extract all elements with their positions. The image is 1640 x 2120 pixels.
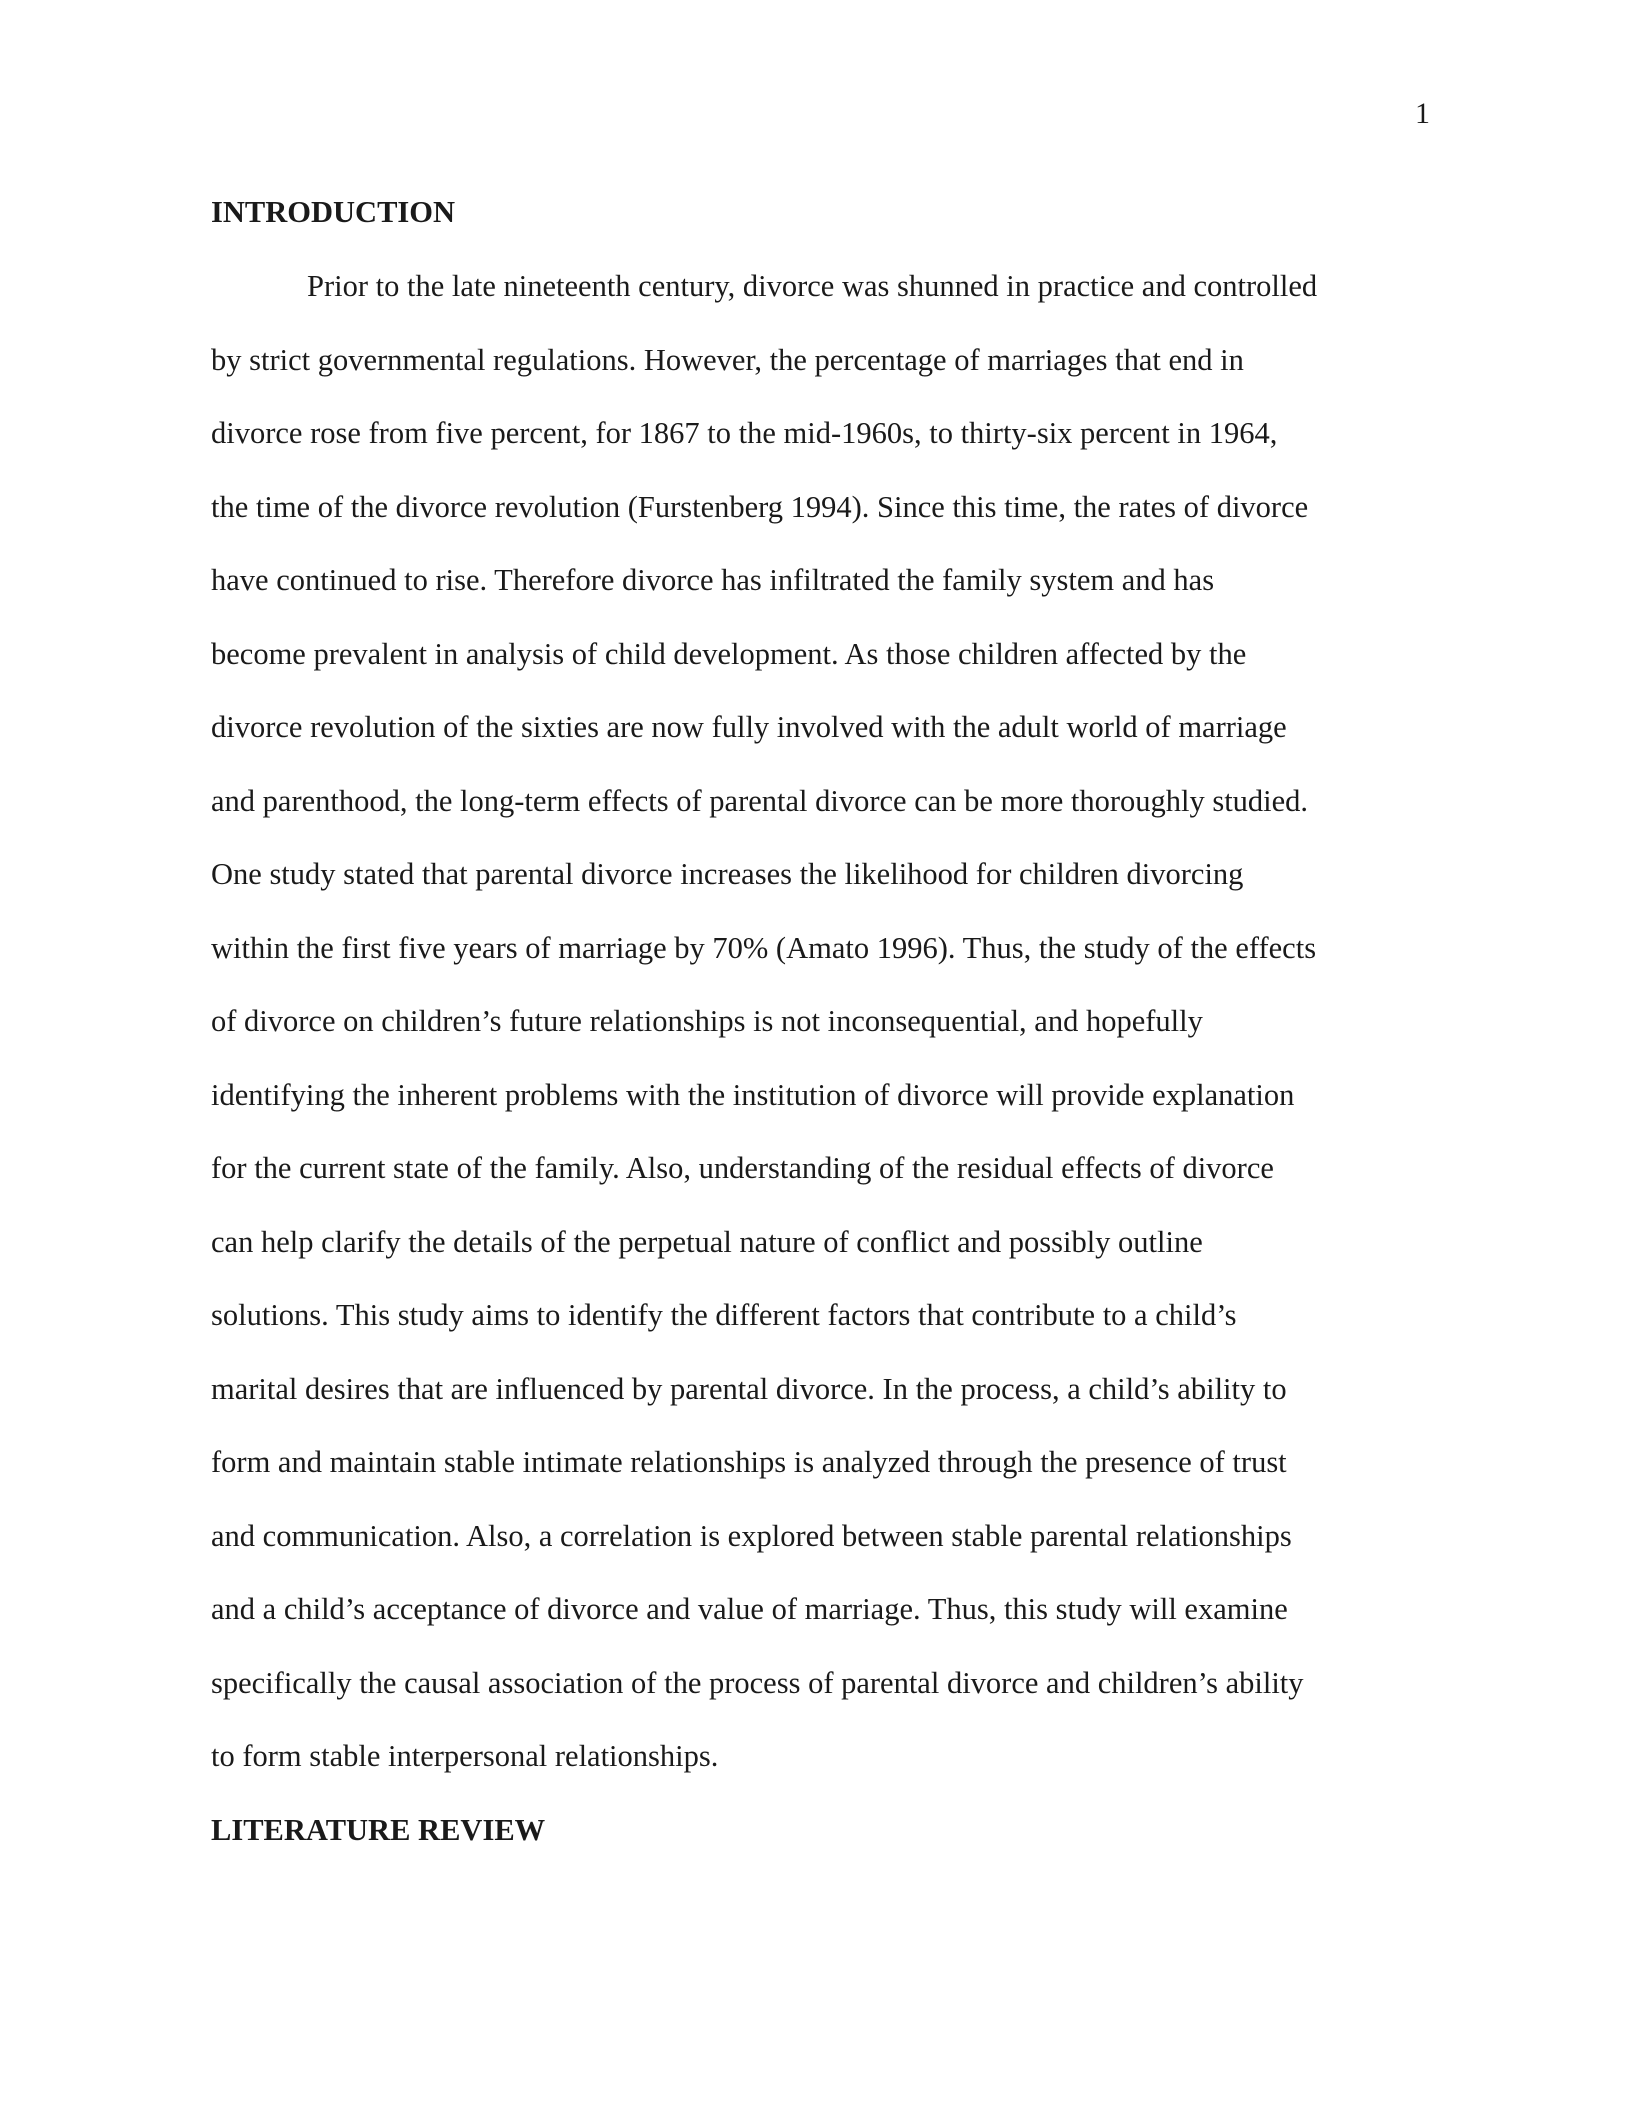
paragraph-line: for the current state of the family. Also, understanding of the residual effects of divorce xyxy=(211,1151,1274,1185)
paragraph-line: and parenthood, the long-term effects of parental divorce can be more thoroughly studied. xyxy=(211,783,1309,818)
paragraph-line: solutions. This study aims to identify the different factors that contribute to a child’s xyxy=(211,1298,1237,1332)
introduction-paragraph xyxy=(211,250,1431,1794)
paragraph-line: Prior to the late nineteenth century, divorce was shunned in practice and controlled xyxy=(307,269,1318,303)
paragraph-line: identifying the inherent problems with the institution of divorce will provide explanation xyxy=(211,1077,1295,1112)
paragraph-line: by strict governmental regulations. However, the percentage of marriages that end in xyxy=(211,342,1244,377)
paragraph-line: can help clarify the details of the perpetual nature of conflict and possibly outline xyxy=(211,1224,1203,1259)
paragraph-line: marital desires that are influenced by parental divorce. In the process, a child’s ability to xyxy=(211,1371,1287,1406)
section-heading-introduction: INTRODUCTION xyxy=(211,195,456,229)
paragraph-line: the time of the divorce revolution (Furstenberg 1994). Since this time, the rates of divorce xyxy=(211,489,1309,524)
paragraph-line: within the first five years of marriage by 70% (Amato 1996). Thus, the study of the effects xyxy=(211,930,1317,965)
paragraph-line: to form stable interpersonal relationships. xyxy=(211,1739,719,1773)
section-heading-literature-review: LITERATURE REVIEW xyxy=(211,1812,546,1847)
paragraph-line: have continued to rise. Therefore divorce has infiltrated the family system and has xyxy=(211,563,1215,597)
paragraph-line: and a child’s acceptance of divorce and value of marriage. Thus, this study will examine xyxy=(211,1592,1288,1626)
paragraph-line: form and maintain stable intimate relationships is analyzed through the presence of trust xyxy=(211,1445,1287,1479)
paragraph-line: specifically the causal association of the process of parental divorce and children’s ability xyxy=(211,1665,1304,1700)
paragraph-line: of divorce on children’s future relationships is not inconsequential, and hopefully xyxy=(211,1004,1203,1038)
body-text xyxy=(211,188,1431,1854)
paragraph-line: and communication. Also, a correlation is explored between stable parental relationships xyxy=(211,1518,1292,1553)
page-number: 1 xyxy=(1415,97,1430,130)
paragraph-line: become prevalent in analysis of child development. As those children affected by the xyxy=(211,636,1247,671)
paragraph-line: divorce rose from five percent, for 1867 to the mid-1960s, to thirty-six percent in 1964, xyxy=(211,416,1278,450)
paragraph-line: divorce revolution of the sixties are now fully involved with the adult world of marriage xyxy=(211,710,1287,744)
paragraph-line: One study stated that parental divorce increases the likelihood for children divorcing xyxy=(211,857,1244,891)
